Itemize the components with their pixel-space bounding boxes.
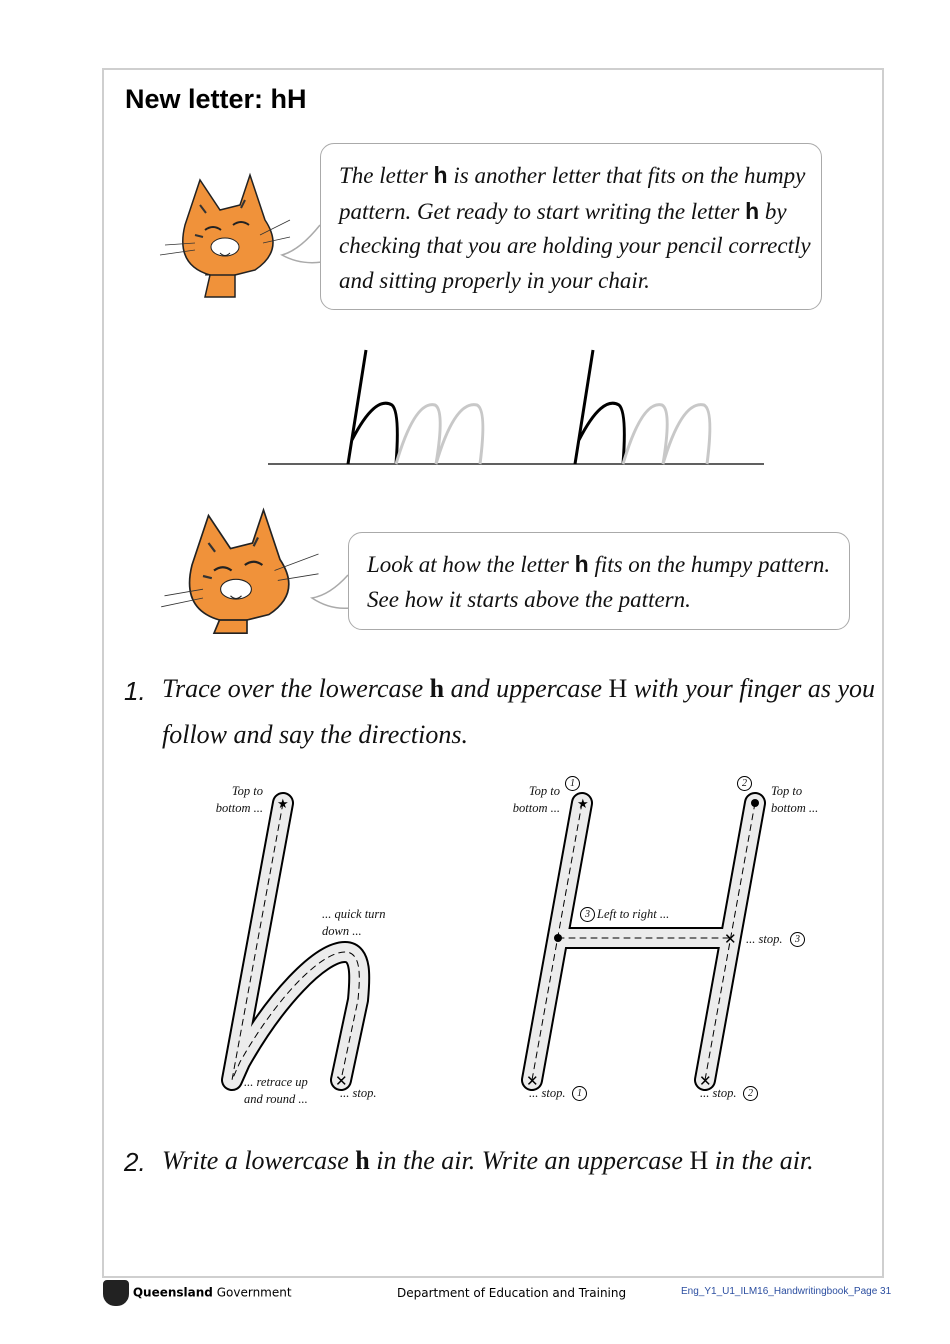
letter-H: H <box>608 674 628 703</box>
bubble-text: by <box>764 199 787 224</box>
department-name: Department of Education and Training <box>397 1286 627 1300</box>
logo-text: Government <box>216 1285 292 1300</box>
instruction-2 <box>162 1146 814 1176</box>
instruction-1-line-2: follow and say the directions. <box>162 720 468 749</box>
crest-icon <box>103 1280 129 1306</box>
letter-h: h <box>574 551 589 577</box>
label-line: ... retrace up <box>244 1075 308 1089</box>
label-line: bottom ... <box>771 801 819 815</box>
bubble-text: The letter <box>339 163 428 188</box>
cat-icon <box>161 510 318 633</box>
speech-bubble-pattern <box>348 532 850 630</box>
step-number-2: 2 <box>737 776 752 791</box>
text: and uppercase <box>450 674 603 703</box>
label-stroke1-start <box>505 783 560 817</box>
humpy-pattern-diagram <box>268 350 764 464</box>
letter-h: h <box>433 162 448 188</box>
step-number-3: 3 <box>790 932 805 947</box>
speech-bubble-intro <box>320 143 822 310</box>
page-title: New letter: hH <box>125 84 307 114</box>
letter-H: H <box>689 1146 709 1175</box>
page-reference: Eng_Y1_U1_ILM16_Handwritingbook_Page 31 <box>681 1286 892 1297</box>
svg-text:★: ★ <box>577 796 589 811</box>
label-line: Top to <box>528 784 560 798</box>
svg-text:✕: ✕ <box>335 1074 348 1090</box>
instruction-number: 1. <box>124 676 146 706</box>
bubble-text: checking that you are holding your pencil correctly <box>339 233 811 258</box>
uppercase-h-tracing <box>526 796 759 1090</box>
label-quick-turn <box>322 906 386 940</box>
label-retrace <box>244 1074 308 1108</box>
label-stop-1: ... stop. <box>529 1086 566 1100</box>
bubble-text: is another letter that fits on the humpy <box>453 163 806 188</box>
bubble-text: fits on the humpy pattern. <box>594 552 831 577</box>
text: Write a lowercase <box>162 1146 349 1175</box>
cat-icon <box>160 175 290 297</box>
text: in the air. Write an uppercase <box>376 1146 683 1175</box>
logo-text: Queensland <box>132 1285 213 1300</box>
bubble-text: and sitting properly in your chair. <box>339 268 650 293</box>
text: in the air. <box>714 1146 814 1175</box>
label-line: Top to <box>231 784 263 798</box>
bubble-text: Look at how the letter <box>367 552 569 577</box>
label-stroke2-start <box>771 783 818 817</box>
step-number-1: 1 <box>572 1086 587 1101</box>
label-line: ... quick turn <box>322 907 386 921</box>
label-line: down ... <box>322 924 362 938</box>
step-number-2: 2 <box>743 1086 758 1101</box>
label-top-to-bottom <box>208 783 263 817</box>
label-line: bottom ... <box>512 801 560 815</box>
text: Trace over the lowercase <box>162 674 424 703</box>
instruction-number: 2. <box>124 1147 146 1177</box>
step-number-3: 3 <box>580 907 595 922</box>
lowercase-h-tracing <box>232 796 359 1090</box>
letter-h: h <box>355 1146 370 1175</box>
instruction-1-line-1 <box>162 674 875 704</box>
bubble-text: pattern. Get ready to start writing the letter <box>339 199 740 224</box>
svg-text:✕: ✕ <box>724 932 737 948</box>
step-number-1: 1 <box>565 776 580 791</box>
svg-text:✕: ✕ <box>526 1074 539 1090</box>
svg-text:★: ★ <box>277 796 289 811</box>
label-stop-2: ... stop. <box>700 1086 737 1100</box>
label-line: bottom ... <box>215 801 263 815</box>
label-line: Top to <box>771 784 803 798</box>
letter-h: h <box>429 674 445 703</box>
qld-government-logo <box>103 1280 292 1306</box>
letter-h: h <box>745 198 760 224</box>
bubble-text: See how it starts above the pattern. <box>367 587 691 612</box>
label-left-to-right: Left to right ... <box>597 907 670 921</box>
label-line: and round ... <box>244 1092 308 1106</box>
label-stop: ... stop. <box>340 1086 377 1100</box>
text: with your finger as you <box>633 674 876 703</box>
svg-text:✕: ✕ <box>699 1074 712 1090</box>
label-stop-3: ... stop. <box>746 932 783 946</box>
